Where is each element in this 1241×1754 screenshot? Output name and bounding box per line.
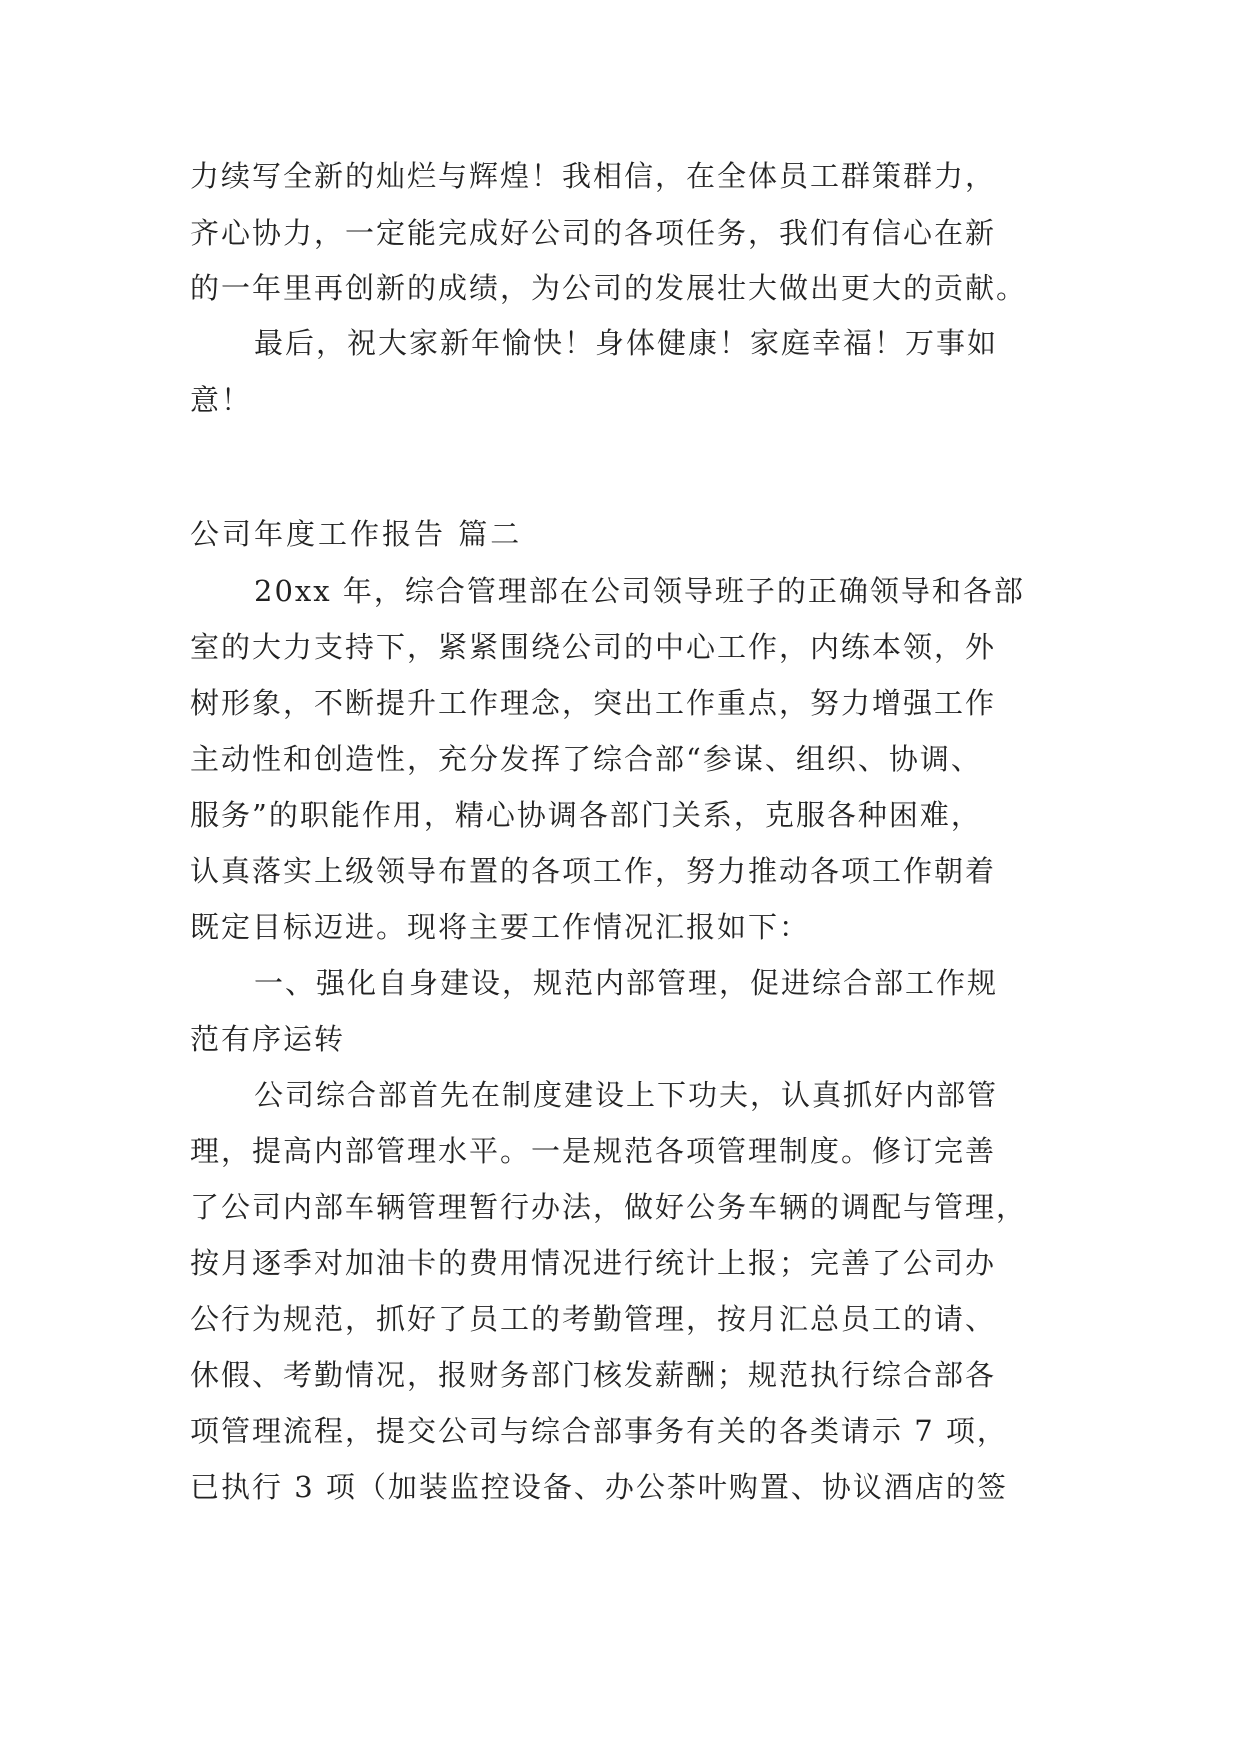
paragraph-line: 主动性和创造性，充分发挥了综合部“参谋、组织、协调、 [190, 742, 982, 776]
paragraph-line: 已执行 3 项（加装监控设备、办公茶叶购置、协议酒店的签 [190, 1470, 1008, 1504]
section-title: 公司年度工作报告 篇二 [190, 517, 523, 551]
paragraph-line: 室的大力支持下，紧紧围绕公司的中心工作，内练本领，外 [190, 630, 997, 664]
paragraph-line: 公行为规范，抓好了员工的考勤管理，按月汇总员工的请、 [190, 1302, 997, 1336]
paragraph-line: 树形象，不断提升工作理念，突出工作重点，努力增强工作 [190, 686, 997, 720]
paragraph-line: 公司综合部首先在制度建设上下功夫，认真抓好内部管 [254, 1078, 999, 1112]
paragraph-line: 了公司内部车辆管理暂行办法，做好公务车辆的调配与管理， [190, 1190, 1028, 1224]
closing-line: 最后，祝大家新年愉快！身体健康！家庭幸福！万事如 [254, 326, 999, 360]
paragraph-line: 的一年里再创新的成绩，为公司的发展壮大做出更大的贡献。 [190, 271, 1028, 305]
paragraph-line: 20xx 年，综合管理部在公司领导班子的正确领导和各部 [254, 574, 1025, 608]
paragraph-line: 齐心协力，一定能完成好公司的各项任务，我们有信心在新 [190, 216, 997, 250]
paragraph-line: 认真落实上级领导布置的各项工作，努力推动各项工作朝着 [190, 854, 997, 888]
closing-line: 意！ [190, 383, 253, 417]
paragraph-line: 项管理流程，提交公司与综合部事务有关的各类请示 7 项， [190, 1414, 1008, 1448]
paragraph-line: 休假、考勤情况，报财务部门核发薪酬；规范执行综合部各 [190, 1358, 997, 1392]
paragraph-line: 力续写全新的灿烂与辉煌！我相信，在全体员工群策群力， [190, 159, 997, 193]
point-heading-line: 范有序运转 [190, 1022, 346, 1056]
paragraph-line: 既定目标迈进。现将主要工作情况汇报如下： [190, 910, 811, 944]
paragraph-line: 按月逐季对加油卡的费用情况进行统计上报；完善了公司办 [190, 1246, 997, 1280]
paragraph-line: 服务”的职能作用，精心协调各部门关系，克服各种困难， [190, 798, 982, 832]
point-heading-line: 一、强化自身建设，规范内部管理，促进综合部工作规 [254, 966, 999, 1000]
paragraph-line: 理，提高内部管理水平。一是规范各项管理制度。修订完善 [190, 1134, 997, 1168]
